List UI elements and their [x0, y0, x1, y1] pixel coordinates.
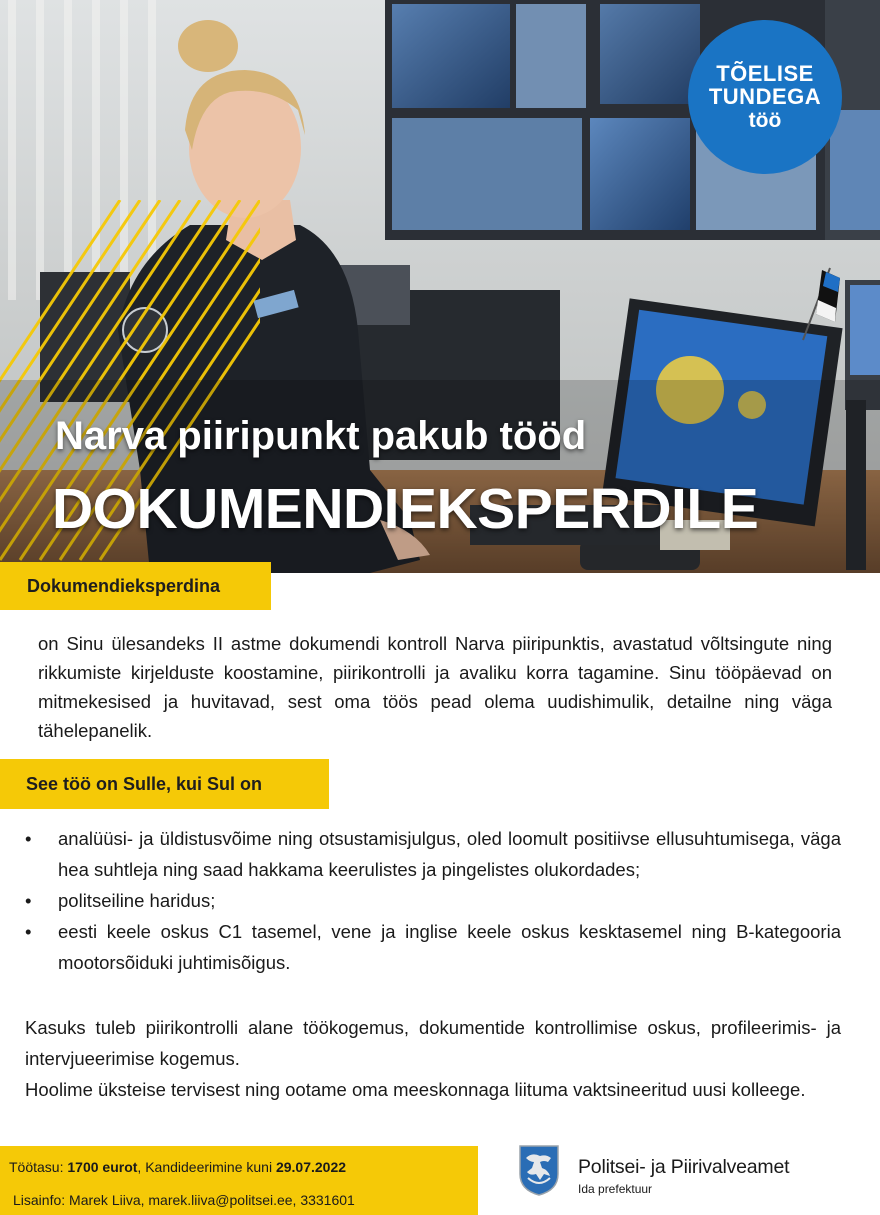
deadline-label: , Kandideerimine kuni — [137, 1159, 276, 1175]
salary-line — [9, 1159, 346, 1175]
organization-name: Politsei- ja Piirivalveamet — [578, 1156, 790, 1178]
list-item — [25, 916, 841, 978]
footer-info-box — [0, 1146, 478, 1215]
hero-photo — [0, 0, 880, 573]
police-logo — [518, 1144, 828, 1200]
list-item-text: analüüsi- ja üldistusvõime ning otsustamisjulgus, oled loomult positiivse ellusuhtumisega, väga hea suhtleja ning saad hakkama keerulistes ja pingelistes olukordades; — [58, 828, 841, 880]
organization-unit: Ida prefektuur — [578, 1182, 653, 1196]
advantage-text: Kasuks tuleb piirikontrolli alane töökogemus, dokumentide kontrollimise oskus, profileerimis- ja intervjueerimise kogemus. — [25, 1017, 841, 1069]
bullet-icon: • — [25, 921, 32, 942]
requirements-list — [25, 823, 841, 978]
list-item-text: eesti keele oskus C1 tasemel, vene ja inglise keele oskus kesktasemel ning B-kategooria mootorsõiduki juhtimisõigus. — [58, 921, 841, 973]
salary-value: 1700 eurot — [67, 1159, 138, 1175]
section-heading-requirements-text: See töö on Sulle, kui Sul on — [26, 773, 263, 794]
section-heading-duties-text: Dokumendieksperdina — [27, 575, 221, 596]
deadline-value: 29.07.2022 — [275, 1159, 347, 1175]
salary-label: Töötasu: — [9, 1159, 68, 1175]
list-item — [25, 823, 841, 885]
list-item — [25, 885, 841, 916]
section-heading-duties — [0, 562, 271, 610]
bullet-icon: • — [25, 828, 32, 849]
vaccination-text: Hoolime üksteise tervisest ning ootame oma meeskonnaga liituma vaktsineeritud uusi kolleege. — [25, 1079, 806, 1100]
bullet-icon: • — [25, 890, 32, 911]
slogan-badge — [688, 20, 842, 174]
hero-headline: Narva piiripunkt pakub tööd — [55, 414, 587, 458]
hero-title: DOKUMENDIEKSPERDILE — [52, 477, 759, 541]
contact-line: Lisainfo: Marek Liiva, marek.liiva@politsei.ee, 3331601 — [13, 1192, 355, 1208]
badge-line-2: TUNDEGA — [708, 84, 822, 110]
police-crest-icon — [518, 1144, 560, 1196]
badge-line-1: TÕELISE — [716, 61, 814, 87]
list-item-text: politseiline haridus; — [58, 890, 216, 911]
duties-text: on Sinu ülesandeks II astme dokumendi kontroll Narva piiripunktis, avastatud võltsingute ning rikkumiste kirjelduste koostamine, piirikontrolli ja avaliku korra tagamine. Sinu tööpäevad on mitmekesised ja huvitavad, sest oma töös pead olema uudishimulik, detailne ning väga tähelepanelik. — [38, 633, 832, 741]
section-heading-requirements — [0, 759, 329, 809]
duties-description — [38, 629, 832, 745]
badge-line-3: töö — [748, 108, 782, 132]
